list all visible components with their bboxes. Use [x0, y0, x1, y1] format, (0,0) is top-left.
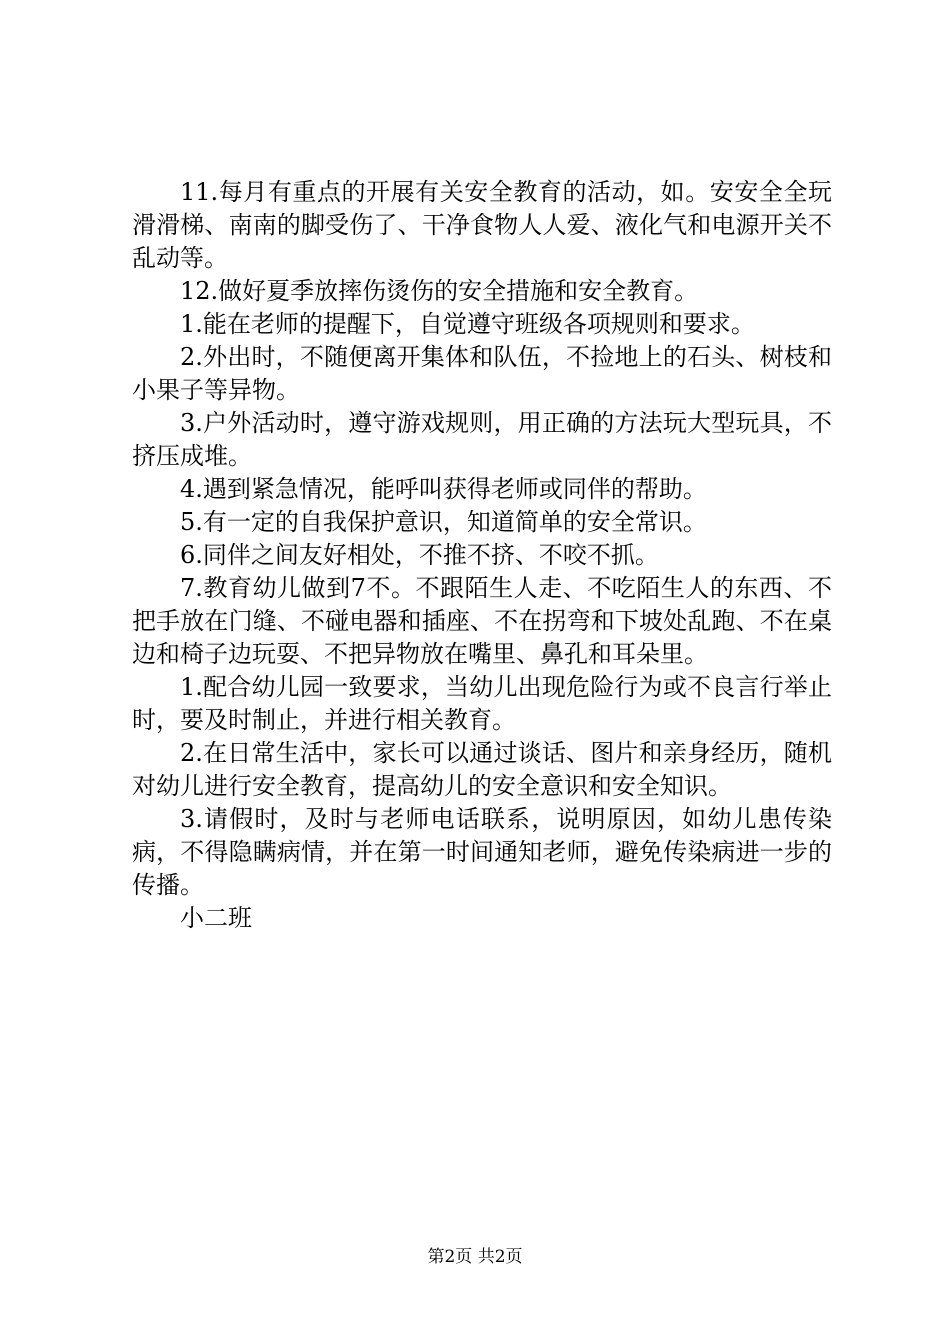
- paragraph-parent-rule-1: 1.配合幼儿园一致要求，当幼儿出现危险行为或不良言行举止时，要及时制止，并进行相关教育。: [132, 673, 832, 734]
- paragraph-12: 12.做好夏季放摔伤烫伤的安全措施和安全教育。: [180, 277, 699, 305]
- document-body: [132, 176, 832, 935]
- paragraph-child-rule-5: 5.有一定的自我保护意识，知道简单的安全常识。: [180, 508, 707, 536]
- paragraph-parent-rule-3: 3.请假时，及时与老师电话联系，说明原因，如幼儿患传染病，不得隐瞒病情，并在第一时间通知老师，避免传染病进一步的传播。: [132, 805, 832, 899]
- paragraph-child-rule-6: 6.同伴之间友好相处，不推不挤、不咬不抓。: [180, 541, 659, 569]
- paragraph-child-rule-4: 4.遇到紧急情况，能呼叫获得老师或同伴的帮助。: [180, 475, 707, 503]
- paragraph-11: 11.每月有重点的开展有关安全教育的活动，如。安安全全玩滑滑梯、南南的脚受伤了、干净食物人人爱、液化气和电源开关不乱动等。: [132, 178, 832, 272]
- paragraph-child-rule-1: 1.能在老师的提醒下，自觉遵守班级各项规则和要求。: [180, 310, 755, 338]
- paragraph-parent-rule-2: 2.在日常生活中，家长可以通过谈话、图片和亲身经历，随机对幼儿进行安全教育，提高幼儿的安全意识和安全知识。: [132, 739, 832, 800]
- page-footer: [0, 1246, 950, 1268]
- class-signature: 小二班: [180, 904, 252, 932]
- paragraph-child-rule-3: 3.户外活动时，遵守游戏规则，用正确的方法玩大型玩具，不挤压成堆。: [132, 409, 832, 470]
- paragraph-child-rule-7: 7.教育幼儿做到7不。不跟陌生人走、不吃陌生人的东西、不把手放在门缝、不碰电器和插座、不在拐弯和下坡处乱跑、不在桌边和椅子边玩耍、不把异物放在嘴里、鼻孔和耳朵里。: [132, 574, 832, 668]
- paragraph-child-rule-2: 2.外出时，不随便离开集体和队伍，不捡地上的石头、树枝和小果子等异物。: [132, 343, 832, 404]
- page-number-label: 第2页 共2页: [427, 1247, 523, 1267]
